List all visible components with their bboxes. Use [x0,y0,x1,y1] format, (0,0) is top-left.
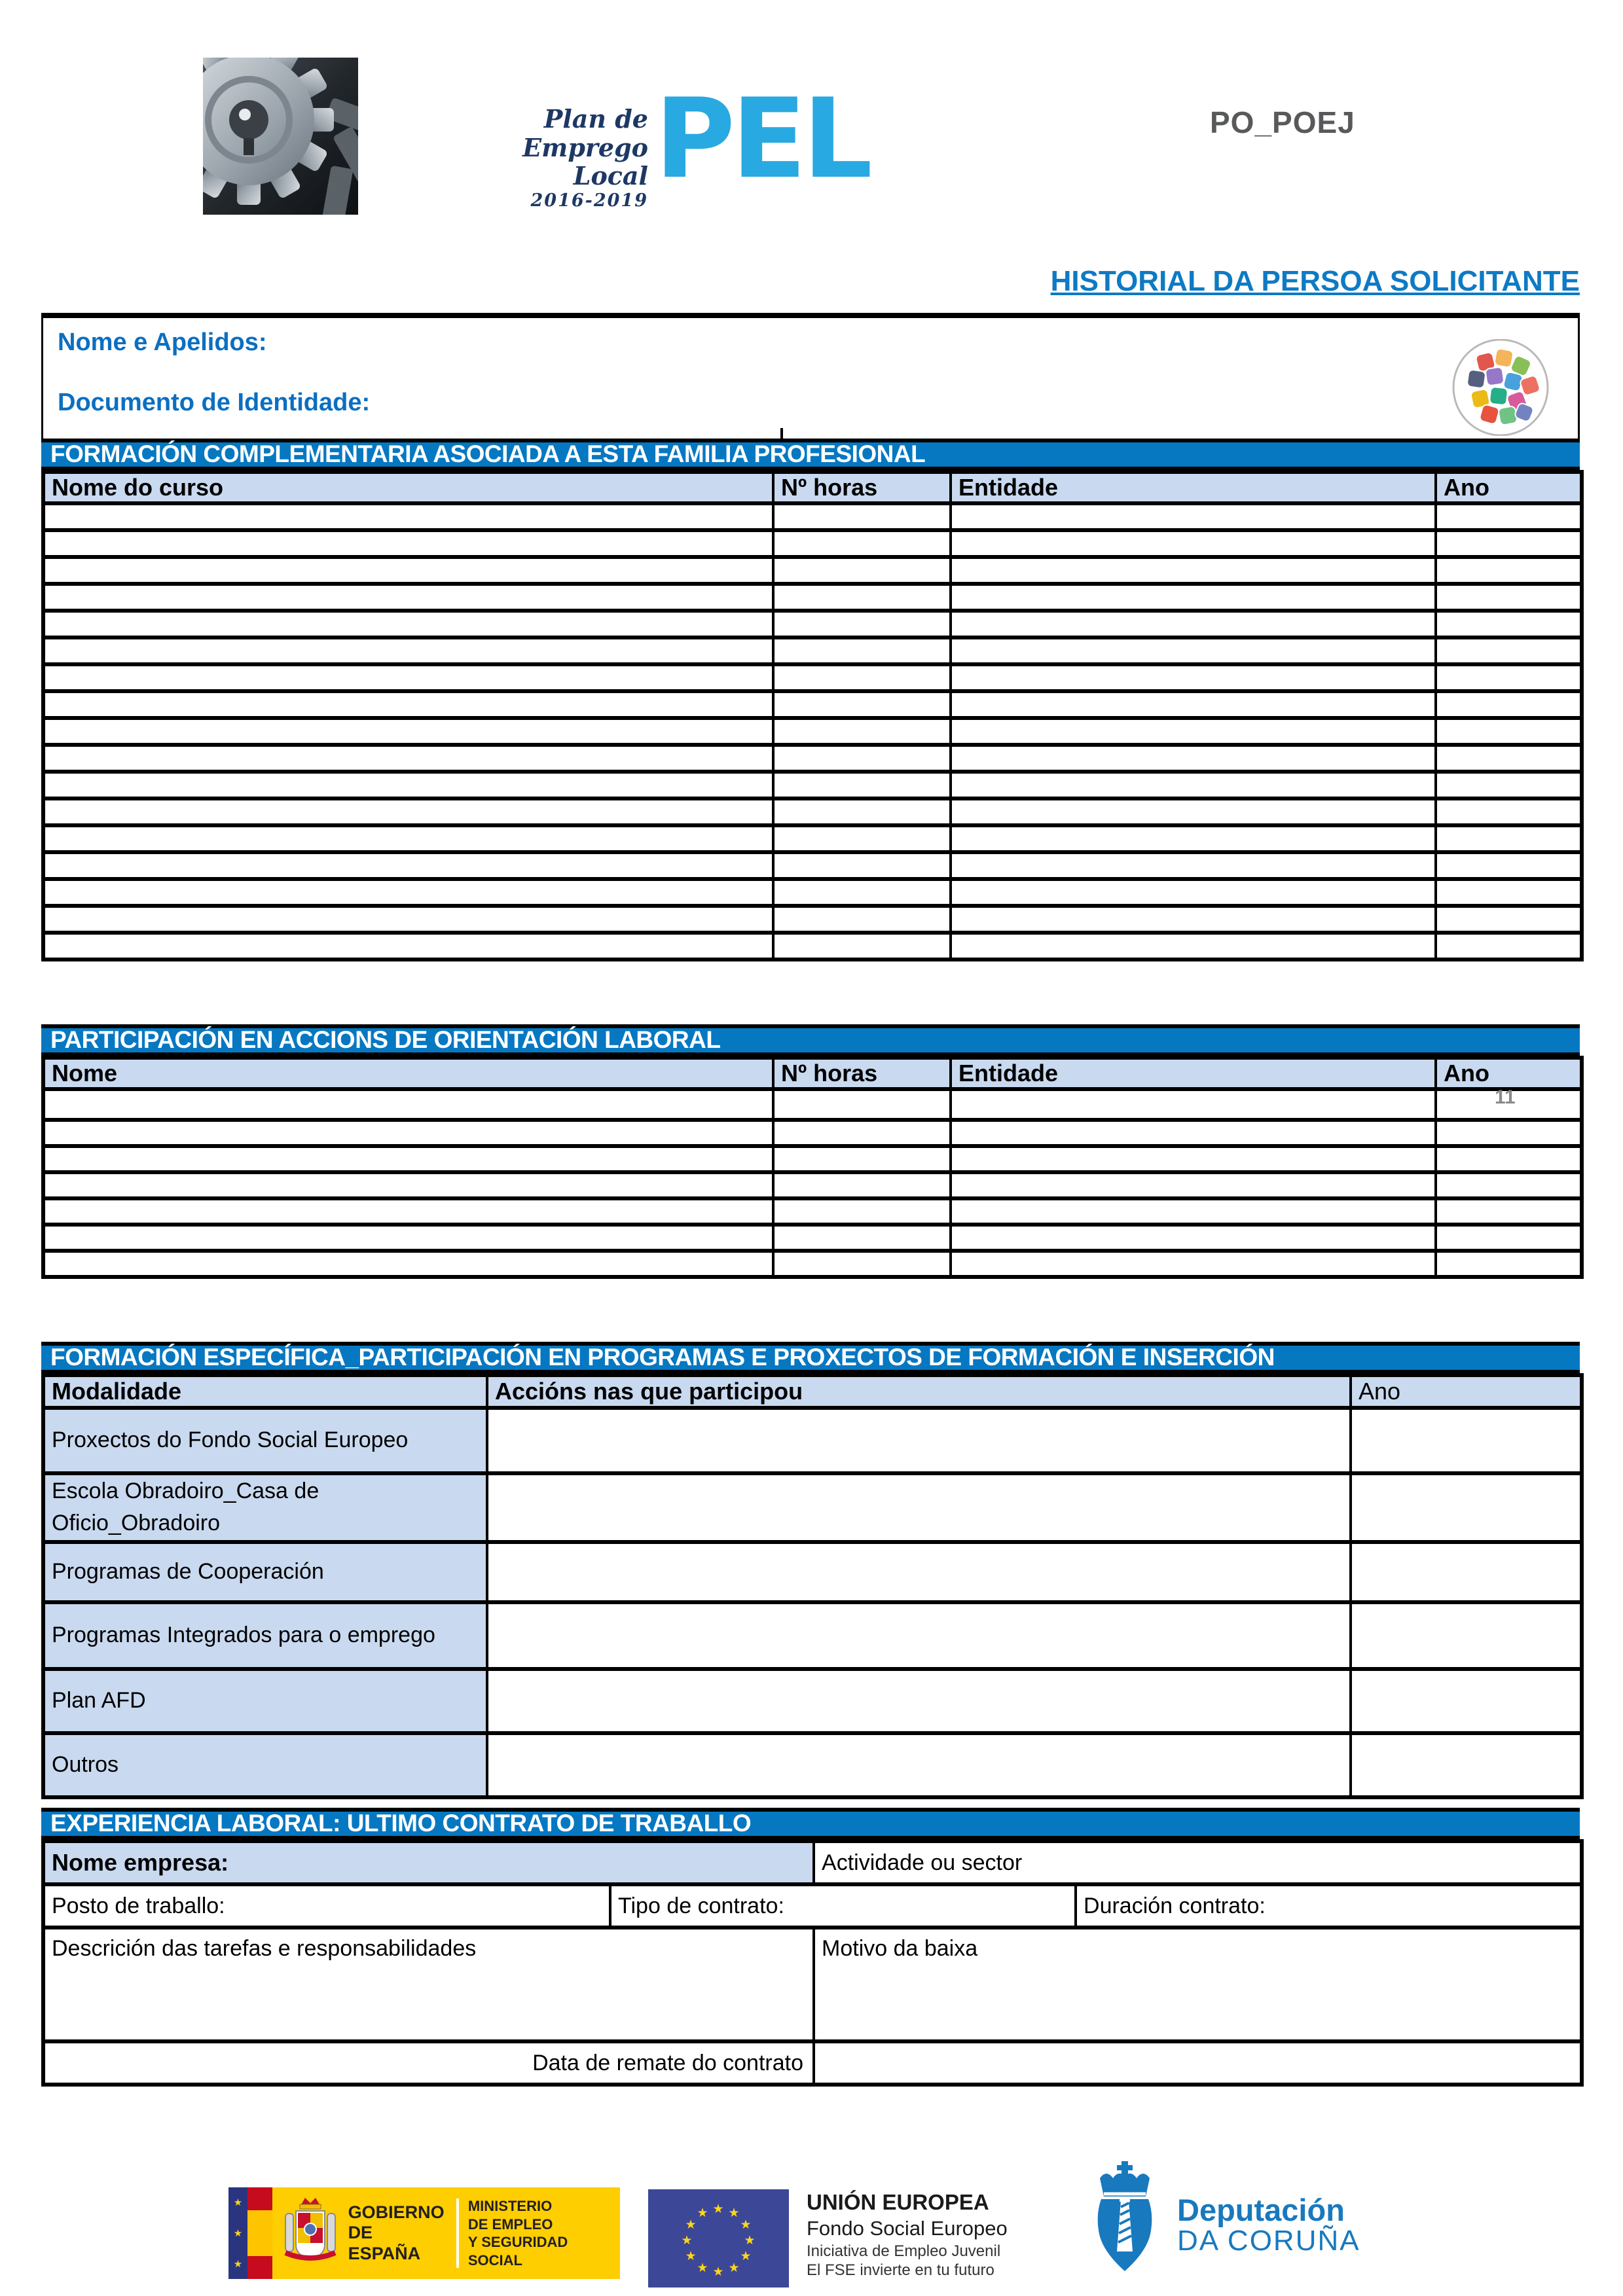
apps-circle-icon [1452,339,1549,436]
empty-cell [773,745,951,772]
empty-cell [1436,718,1582,745]
empty-cell [773,557,951,584]
union-europea-text [807,2191,1008,2278]
svg-text:★: ★ [681,2233,693,2248]
formacion-complementaria-table [41,470,1584,961]
empty-cell [951,745,1436,772]
column-header-n-horas: Nº horas [773,472,951,503]
empty-cell [1351,1733,1582,1797]
empty-cell [1436,745,1582,772]
pel-script-line1: Plan de [543,104,648,134]
gobierno-text [348,2187,456,2279]
empty-cell [1436,1146,1582,1172]
empty-cell [773,1120,951,1146]
table-row [43,798,1582,825]
column-header-accions: Accións nas que participou [487,1375,1351,1408]
empty-cell [1436,611,1582,637]
table-row [43,1928,1582,2041]
empty-cell [1436,530,1582,557]
data-remate-label: Data de remate do contrato [43,2041,814,2085]
column-header-entidade: Entidade [951,1058,1436,1089]
pel-script-line2: Emprego Local [522,132,648,191]
table-row [43,879,1582,906]
column-header-nome-do-curso: Nome do curso [43,472,773,503]
table-row [43,1884,1582,1928]
empty-cell [773,503,951,530]
empty-cell [1436,1120,1582,1146]
empty-cell [951,1198,1436,1225]
empty-cell [951,933,1436,960]
empty-cell [1436,798,1582,825]
pel-script-line3: 2016-2019 [530,190,648,211]
orientacion-laboral-table [41,1056,1584,1279]
table-row [43,1251,1582,1277]
deputacion-line1: Deputación [1177,2193,1345,2227]
ministerio-line1: MINISTERIO [467,2198,553,2214]
empty-cell [951,530,1436,557]
empty-cell [43,557,773,584]
empty-cell [951,1089,1436,1120]
empty-cell [43,798,773,825]
table-row [43,1602,1582,1669]
table-row [43,825,1582,852]
table-row [43,852,1582,879]
column-header-n-horas: Nº horas [773,1058,951,1089]
empty-cell [1436,906,1582,933]
empty-cell [1436,691,1582,718]
empty-cell [1436,637,1582,664]
table-row [43,584,1582,611]
modalidade-label: Outros [43,1733,487,1797]
table-row [43,772,1582,798]
empty-cell [1436,1251,1582,1277]
section-orientacion-laboral-header: PARTICIPACIÓN EN ACCIONS DE ORIENTACIÓN LABORAL [41,1024,1580,1056]
spain-coat-of-arms-icon [272,2187,348,2279]
motivo-baixa-label: Motivo da baixa [814,1928,1582,2041]
svg-text:★: ★ [744,2233,756,2248]
empty-cell [43,691,773,718]
spain-flag-stars-strip: ★ ★ ★ [228,2187,247,2279]
column-header-ano: Ano [1436,472,1582,503]
empty-cell [951,825,1436,852]
table-row [43,1841,1582,1884]
empty-cell [487,1408,1351,1473]
deputacion-line2: DA CORUÑA [1177,2225,1360,2257]
empty-cell [1436,825,1582,852]
empty-cell [773,906,951,933]
table-row [43,611,1582,637]
svg-text:★: ★ [712,2202,724,2216]
table-row [43,1172,1582,1198]
empty-cell [43,745,773,772]
empty-cell [951,584,1436,611]
column-header-ano: Ano [1351,1375,1582,1408]
identity-box [41,313,1580,439]
svg-text:★: ★ [712,2265,724,2279]
table-row [43,1473,1582,1542]
duracion-contrato-label: Duración contrato: [1076,1884,1582,1928]
ministerio-line2: DE EMPLEO [467,2215,553,2233]
svg-text:★: ★ [728,2206,740,2220]
table-row [43,1225,1582,1251]
svg-text:★: ★ [740,2249,752,2263]
pel-logo-acronym: PEL [655,75,869,203]
table-row [43,745,1582,772]
empty-cell [951,1172,1436,1198]
empty-cell [43,772,773,798]
page-title: HISTORIAL DA PERSOA SOLICITANTE [1050,265,1580,297]
empty-cell [43,664,773,691]
empty-cell [1436,933,1582,960]
empty-cell [951,691,1436,718]
empty-cell [487,1669,1351,1733]
descricion-tarefas-label: Descrición das tarefas e responsabilidades [43,1928,814,2041]
identity-box-bottom-divider [780,428,783,439]
identity-document-label: Documento de Identidade: [58,389,371,416]
table-header-row [43,1375,1582,1408]
empty-cell [1436,557,1582,584]
gears-photo [203,58,358,215]
table-row [43,1198,1582,1225]
tipo-contrato-label: Tipo de contrato: [610,1884,1076,1928]
svg-text:★: ★ [697,2261,708,2275]
empty-cell [951,772,1436,798]
empty-cell [43,1225,773,1251]
empty-cell [951,879,1436,906]
column-header-nome: Nome [43,1058,773,1089]
column-header-entidade: Entidade [951,472,1436,503]
empty-cell [773,664,951,691]
empty-cell [773,1251,951,1277]
actividade-sector-label: Actividade ou sector [814,1841,1582,1884]
section-experiencia-laboral-header: EXPERIENCIA LABORAL: ULTIMO CONTRATO DE TRABALLO [41,1808,1580,1840]
column-header-ano: Ano [1436,1058,1582,1089]
table-row [43,1669,1582,1733]
empty-cell [1436,1225,1582,1251]
empty-cell [773,852,951,879]
ministerio-text [459,2187,620,2279]
empty-cell [43,933,773,960]
name-surname-label: Nome e Apelidos: [58,329,267,356]
empty-cell [487,1542,1351,1602]
empty-cell [951,503,1436,530]
empty-cell [773,798,951,825]
empty-cell [773,611,951,637]
pel-logo-script [484,105,648,211]
empty-cell [951,557,1436,584]
empty-cell [43,1198,773,1225]
experiencia-laboral-table [41,1839,1584,2087]
empty-cell [773,1198,951,1225]
empty-cell [1436,1172,1582,1198]
empty-cell [773,530,951,557]
table-row [43,557,1582,584]
empty-cell [773,1089,951,1120]
empty-cell [951,664,1436,691]
fse-label: El FSE invierte en tu futuro [807,2261,994,2279]
empty-cell [1351,1473,1582,1542]
empty-cell [1351,1408,1582,1473]
modalidade-label: Programas de Cooperación [43,1542,487,1602]
empty-cell [43,503,773,530]
empty-cell [1436,852,1582,879]
spain-flag-strip [247,2187,272,2279]
nome-empresa-label: Nome empresa: [43,1841,814,1884]
empty-cell [487,1473,1351,1542]
empty-cell [773,879,951,906]
table-row [43,637,1582,664]
empty-cell [1436,503,1582,530]
iniciativa-label: Iniciativa de Empleo Juvenil [807,2242,1001,2260]
deputacion-text [1177,2194,1360,2257]
empty-cell [773,825,951,852]
empty-cell [951,906,1436,933]
empty-cell [951,1225,1436,1251]
empty-cell [1436,584,1582,611]
svg-text:★: ★ [685,2217,697,2232]
empty-cell [43,1120,773,1146]
empty-cell [773,1146,951,1172]
empty-cell [1436,879,1582,906]
data-remate-value-cell [814,2041,1582,2085]
posto-traballo-label: Posto de traballo: [43,1884,610,1928]
empty-cell [43,852,773,879]
svg-text:★: ★ [685,2249,697,2263]
svg-text:★: ★ [697,2206,708,2220]
svg-text:★: ★ [740,2217,752,2232]
modalidade-label: Plan AFD [43,1669,487,1733]
empty-cell [951,1120,1436,1146]
empty-cell [773,637,951,664]
empty-cell [1351,1542,1582,1602]
table-row [43,530,1582,557]
ministerio-line3: Y SEGURIDAD SOCIAL [467,2234,568,2269]
section-formacion-complementaria-header: FORMACIÓN COMPLEMENTARIA ASOCIADA A ESTA FAMILIA PROFESIONAL [41,439,1580,471]
empty-cell [1436,772,1582,798]
empty-cell [951,718,1436,745]
empty-cell [951,1146,1436,1172]
empty-cell [43,584,773,611]
empty-cell [773,718,951,745]
gobierno-line2: DE ESPAÑA [348,2223,421,2263]
empty-cell [43,825,773,852]
empty-cell [773,691,951,718]
empty-cell [773,933,951,960]
table-row [43,1733,1582,1797]
empty-cell [43,718,773,745]
empty-cell [43,1172,773,1198]
empty-cell [951,637,1436,664]
empty-cell [951,1251,1436,1277]
empty-cell [43,1251,773,1277]
empty-cell [951,852,1436,879]
page-number: 11 [1495,1086,1516,1108]
empty-cell [773,1172,951,1198]
deputacion-crest-icon [1088,2160,1161,2274]
empty-cell [773,772,951,798]
table-header-row [43,472,1582,503]
table-row [43,906,1582,933]
empty-cell [43,879,773,906]
empty-cell [773,1225,951,1251]
empty-cell [773,584,951,611]
empty-cell [43,530,773,557]
table-row [43,1146,1582,1172]
column-header-modalidade: Modalidade [43,1375,487,1408]
table-row [43,503,1582,530]
empty-cell [43,1089,773,1120]
empty-cell [1351,1602,1582,1669]
empty-cell [1436,1198,1582,1225]
empty-cell [43,637,773,664]
fondo-social-label: Fondo Social Europeo [807,2217,1008,2240]
empty-cell [1351,1669,1582,1733]
empty-cell [951,798,1436,825]
modalidade-label: Proxectos do Fondo Social Europeo [43,1408,487,1473]
table-row [43,1408,1582,1473]
empty-cell [1436,664,1582,691]
table-row [43,1542,1582,1602]
empty-cell [951,611,1436,637]
section-formacion-especifica-header: FORMACIÓN ESPECÍFICA_PARTICIPACIÓN EN PROGRAMAS E PROXECTOS DE FORMACIÓN E INSERCIÓN [41,1342,1580,1374]
modalidade-label: Escola Obradoiro_Casa de Oficio_Obradoiro [43,1473,487,1542]
gobierno-espana-logo [228,2187,620,2279]
po-code-label: PO_POEJ [1210,105,1355,139]
table-row [43,2041,1582,2085]
eu-flag-icon [648,2189,789,2287]
empty-cell [43,906,773,933]
table-row [43,933,1582,960]
svg-text:★: ★ [728,2261,740,2275]
empty-cell [43,1146,773,1172]
table-header-row [43,1058,1582,1089]
gobierno-line1: GOBIERNO [348,2202,445,2223]
table-row [43,718,1582,745]
table-row [43,1120,1582,1146]
table-row [43,691,1582,718]
table-row [43,1089,1582,1120]
empty-cell [43,611,773,637]
empty-cell [487,1602,1351,1669]
table-row [43,664,1582,691]
formacion-especifica-table [41,1373,1584,1799]
union-europea-title: UNIÓN EUROPEA [807,2190,989,2214]
modalidade-label: Programas Integrados para o emprego [43,1602,487,1669]
empty-cell [487,1733,1351,1797]
